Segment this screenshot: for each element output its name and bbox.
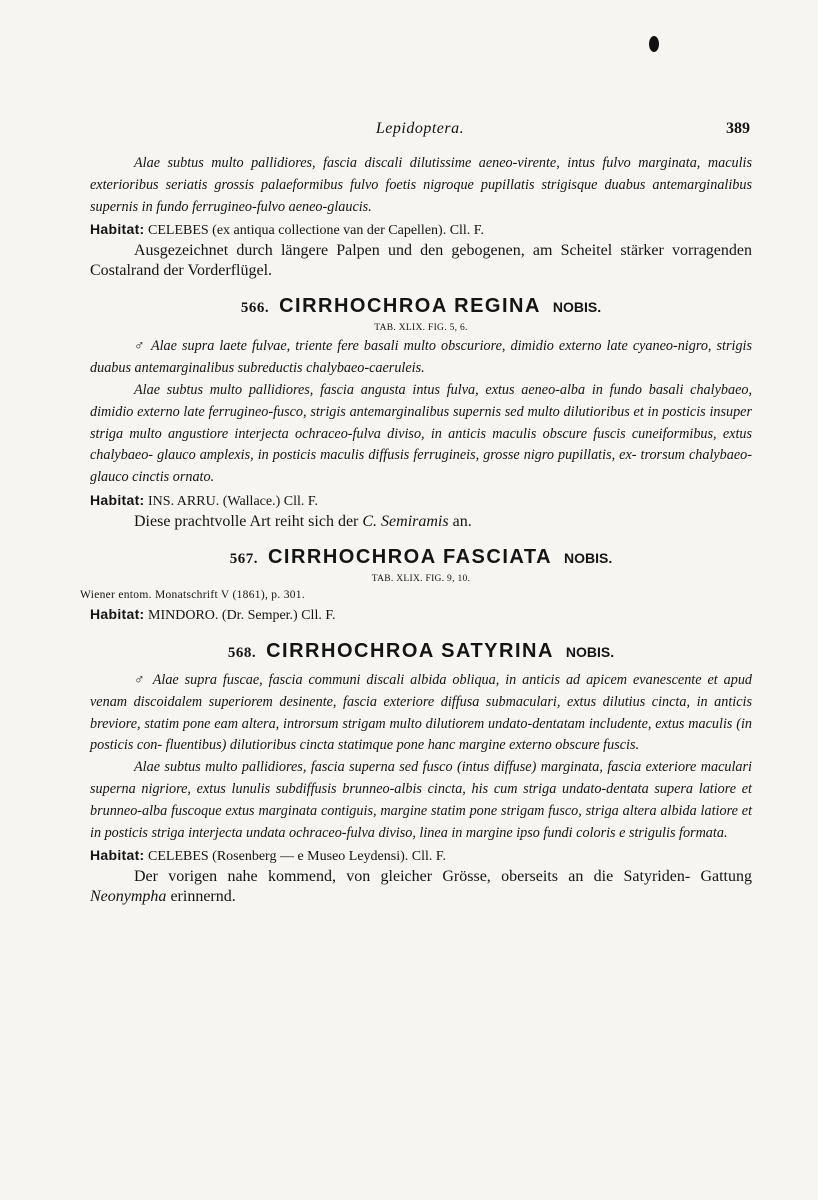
text-line: pupillatis strigisque duabus antemarginalibus supernis in fundo ferrugineo-fulvo xyxy=(90,176,753,215)
habitat-567 xyxy=(90,604,752,626)
species-heading-566 xyxy=(90,291,752,321)
text-line: coloris e strigulis formata. xyxy=(576,824,728,841)
text-line: erinnernd. xyxy=(170,888,236,906)
text-line: Alae subtus multo pallidiores, fascia angusta intus fulva, extus aeneo-alba in xyxy=(134,381,603,398)
text-line: trorsum chalybaeo-glauco cinctis ornato. xyxy=(90,447,752,486)
latin-description-565 xyxy=(90,153,752,218)
text-line: fundo basali chalybaeo, dimidio externo late ferrugineo-fusco, strigis antemarginalibus xyxy=(90,381,753,420)
text-line: submaculari, extus dilutius cincta, in anticis breviore, statim pone eam altera, introrsum xyxy=(90,693,752,732)
habitat-568 xyxy=(90,845,752,867)
text-line: Der vorigen nahe kommend, von gleicher Grösse, oberseits an die Satyriden- xyxy=(134,868,691,886)
text-line: marginata, maculis exterioribus seriatis grossis palaeformibus fulvo foetis nigroque xyxy=(90,155,752,193)
running-header xyxy=(90,120,750,142)
species-reference: C. Semiramis xyxy=(362,512,449,530)
species-author: NOBIS. xyxy=(552,299,602,316)
latin-description-566-lower xyxy=(90,380,752,489)
latin-description-568-lower xyxy=(90,757,752,844)
habitat-label: Habitat: xyxy=(90,847,145,864)
german-remark-566 xyxy=(90,512,752,532)
male-symbol: ♂ xyxy=(134,338,147,355)
literature-citation: Wiener entom. Monatschrift V (1861), p. 301. xyxy=(80,588,306,601)
text-line: Ausgezeichnet durch längere Palpen und den gebogenen, am Scheitel stärker xyxy=(134,242,664,260)
species-author: NOBIS. xyxy=(565,643,615,660)
page-number: 389 xyxy=(726,120,750,137)
species-name: CIRRHOCHROA FASCIATA xyxy=(267,545,553,568)
text-line: Gattung xyxy=(700,868,752,886)
species-author: NOBIS. xyxy=(564,549,613,566)
text-line: fascia exteriore maculari superna nigriore, extus lunulis subdiffusis brunneo-albis xyxy=(90,759,752,797)
species-name: CIRRHOCHROA SATYRINA xyxy=(266,639,554,662)
habitat-label: Habitat: xyxy=(90,221,145,238)
text-line: fluentibus) dilutioribus cincta statimque pone hanc margine externo obscure fuscis. xyxy=(165,737,640,754)
text-line: ochraceo-fulva diviso, in anticis maculis obscure fuscis cuneiformibus, extus chalybaeo- xyxy=(90,425,752,464)
page-body xyxy=(80,153,753,907)
species-heading-568 xyxy=(90,636,752,666)
plate-reference: TAB. XLIX. FIG. 9, 10. xyxy=(371,573,471,584)
text-line: Diese prachtvolle Art reiht sich der xyxy=(134,512,359,530)
text-line: Alae supra fuscae, fascia communi discali albida obliqua, in anticis ad apicem xyxy=(152,671,628,688)
male-symbol: ♂ xyxy=(134,671,148,688)
habitat-text: CELEBES (Rosenberg — e Museo Leydensi). Cll. F. xyxy=(148,849,447,865)
genus-reference: Neonympha xyxy=(90,888,167,906)
species-heading-567 xyxy=(90,542,752,572)
ink-spot xyxy=(649,36,659,52)
habitat-label: Habitat: xyxy=(90,491,145,508)
text-line: Alae supra laete fulvae, triente fere basali multo obscuriore, dimidio externo xyxy=(150,338,602,355)
species-number: 568. xyxy=(227,644,257,661)
latin-description-568-upper xyxy=(90,670,752,757)
text-line: strigam multo dilutiorem undato-dentatam includente, extus maculis (in posticis con- xyxy=(90,715,752,754)
text-line: aeneo-glaucis. xyxy=(288,198,372,215)
habitat-text: MINDORO. (Dr. Semper.) Cll. F. xyxy=(148,607,336,623)
german-remark-568 xyxy=(90,867,752,907)
habitat-text: INS. ARRU. (Wallace.) Cll. F. xyxy=(148,493,319,509)
species-name: CIRRHOCHROA REGINA xyxy=(279,295,541,318)
text-line: Alae subtus multo pallidiores, fascia superna sed fusco (intus diffuse) marginata, xyxy=(134,759,603,776)
text-line: marginata contiguis, margine statim pone strigam fusco, striga altera albida latiore xyxy=(258,802,738,819)
text-line: evanescente et apud venam discoidalem superiorem desinente, fascia exteriore diffusa xyxy=(90,671,753,710)
text-line: vorragenden Costalrand der Vorderflügel. xyxy=(90,242,753,280)
text-line: an. xyxy=(452,512,472,530)
text-line: et in posticis striga interjecta undata ochraceo-fulva diviso, linea in margine ipso fundi xyxy=(90,802,753,841)
latin-description-566-upper xyxy=(90,336,752,380)
species-number: 566. xyxy=(240,300,270,317)
plate-reference: TAB. XLIX. FIG. 5, 6. xyxy=(374,323,468,334)
habitat-565 xyxy=(90,219,752,241)
text-line: cincta, his cum striga undato-dentata supera latiore et brunneo-alba fuscoque extus xyxy=(90,780,753,819)
habitat-text: CELEBES (ex antiqua collectione van der Capellen). Cll. F. xyxy=(148,223,484,239)
species-number: 567. xyxy=(229,550,258,567)
text-line: glauco amplexis, in posticis maculis diffusis ferrugineis, grosse nigro pupillatis, ex- xyxy=(157,447,637,464)
german-remark-565 xyxy=(90,241,752,281)
running-title: Lepidoptera. xyxy=(375,120,465,137)
text-line: supernis sed multo dilutioribus et in posticis insuper striga multo angustiore interjecta xyxy=(90,403,753,442)
habitat-label: Habitat: xyxy=(90,605,145,622)
text-line: Alae subtus multo pallidiores, fascia discali dilutissime aeneo-virente, intus fulvo xyxy=(134,155,631,171)
habitat-566 xyxy=(90,490,752,512)
text-line: late cyaneo-nigro, strigis duabus antemarginalibus subreductis chalybaeo-caeruleis. xyxy=(90,338,753,377)
